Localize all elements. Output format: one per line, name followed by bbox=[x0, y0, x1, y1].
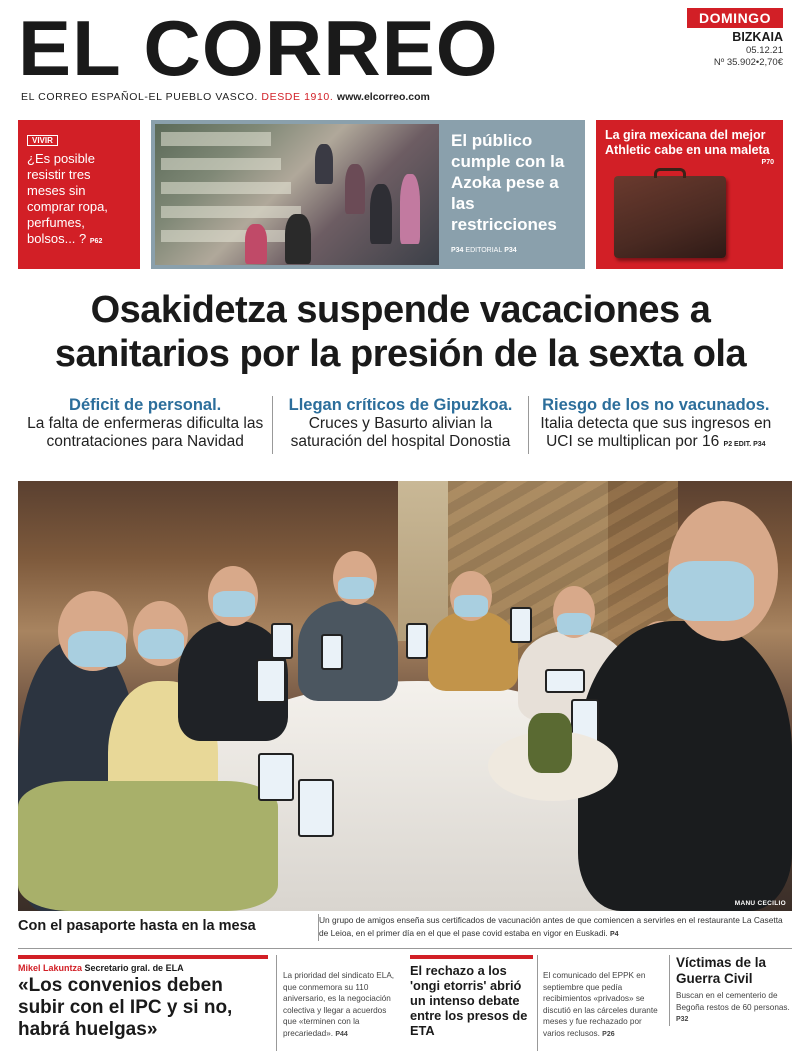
article-ongi-etorris[interactable] bbox=[410, 955, 533, 1038]
teaser-headline: El público cumple con la Azoka pese a las restricciones bbox=[451, 131, 565, 234]
subhead-body bbox=[535, 415, 777, 454]
article-body bbox=[676, 990, 792, 1026]
page-ref: P32 bbox=[676, 1016, 689, 1023]
subhead-body-text: Italia detecta que sus ingresos en UCI se multiplican por 16 bbox=[540, 415, 772, 450]
ela-summary[interactable] bbox=[283, 970, 401, 1040]
caption-text: Un grupo de amigos enseña sus certificados de vacunación antes de que comiencen a servirles en el restaurante La Casetta de Leioa, en el primer día en el que el pase covid estaba en vigor en Euskadi. bbox=[319, 915, 783, 938]
subheads bbox=[18, 396, 783, 454]
photo-credit: MANU CECILIO bbox=[734, 900, 786, 907]
teaser-azoka[interactable] bbox=[151, 120, 585, 269]
headline-line-2: sanitarios por la presión de la sexta ola bbox=[54, 333, 747, 375]
issue-date: 05.12.21 bbox=[746, 45, 783, 56]
page-ref: P2 EDIT. P34 bbox=[723, 441, 766, 448]
teaser-headline: La gira mexicana del mejor Athletic cabe en una maleta bbox=[605, 128, 770, 157]
subhead-title: Riesgo de los no vacunados. bbox=[542, 396, 770, 414]
editorial-label: EDITORIAL bbox=[465, 247, 503, 254]
edition-info bbox=[687, 8, 783, 68]
tagline-main: EL CORREO ESPAÑOL-EL PUEBLO VASCO. bbox=[21, 91, 258, 103]
subhead-body: Cruces y Basurto alivian la saturación del hospital Donostia bbox=[290, 415, 511, 450]
interview-kicker bbox=[18, 963, 268, 973]
section-tag: VIVIR bbox=[27, 135, 58, 146]
interviewee-name: Mikel Lakuntza bbox=[18, 963, 83, 973]
subhead-deficit[interactable] bbox=[18, 396, 272, 454]
teaser-athletic[interactable] bbox=[596, 120, 783, 269]
interviewee-role: Secretario gral. de ELA bbox=[84, 963, 184, 973]
page-ref: P4 bbox=[610, 931, 619, 938]
red-accent-bar bbox=[410, 955, 533, 959]
page-ref: P26 bbox=[602, 1030, 615, 1038]
page-ref bbox=[451, 247, 517, 254]
day-badge: DOMINGO bbox=[687, 8, 783, 28]
interview-headline: «Los convenios deben subir con el IPC y si no, habrá huelgas» bbox=[18, 975, 233, 1040]
page-ref: P70 bbox=[761, 159, 774, 166]
summary-text: El comunicado del EPPK en septiembre que pedía recibimientos «privados» se discutió en las cárceles durante meses y fue rechazado por varios reclusos. bbox=[543, 971, 658, 1038]
editorial-page: P34 bbox=[504, 247, 517, 254]
teaser-text-body: ¿Es posible resistir tres meses sin comprar ropa, perfumes, bolsos... ? bbox=[27, 151, 108, 246]
newspaper-logo[interactable]: EL CORREO bbox=[18, 4, 499, 92]
article-headline: Víctimas de la Guerra Civil bbox=[676, 955, 767, 986]
subhead-no-vacunados[interactable] bbox=[528, 396, 783, 454]
page-number: P34 bbox=[451, 247, 464, 254]
article-body-text: Buscan en el cementerio de Begoña restos de 60 personas. bbox=[676, 991, 790, 1012]
divider bbox=[537, 955, 538, 1051]
subhead-title: Llegan críticos de Gipuzkoa. bbox=[288, 396, 513, 414]
briefcase-image bbox=[614, 176, 726, 258]
photo-caption-body bbox=[318, 914, 792, 941]
masthead bbox=[18, 6, 783, 102]
eppk-summary[interactable] bbox=[543, 970, 660, 1040]
subhead-title: Déficit de personal. bbox=[69, 396, 222, 414]
tagline bbox=[21, 91, 430, 103]
page-ref: P44 bbox=[335, 1030, 348, 1038]
red-accent-bar bbox=[18, 955, 268, 959]
market-photo bbox=[155, 124, 439, 265]
main-photo[interactable] bbox=[18, 481, 792, 911]
divider bbox=[276, 955, 277, 1051]
interview-lakuntza[interactable] bbox=[18, 955, 268, 1041]
article-headline: El rechazo a los 'ongi etorris' abrió un intenso debate entre los presos de ETA bbox=[410, 963, 528, 1038]
website-link[interactable]: www.elcorreo.com bbox=[336, 91, 430, 103]
photo-caption-title[interactable]: Con el pasaporte hasta en la mesa bbox=[18, 918, 256, 934]
article-victimas[interactable] bbox=[669, 955, 792, 1026]
divider bbox=[18, 948, 792, 949]
page-ref: P62 bbox=[89, 238, 103, 245]
subhead-body: La falta de enfermeras dificulta las contrataciones para Navidad bbox=[27, 415, 264, 450]
tagline-since: DESDE 1910. bbox=[261, 91, 334, 103]
teaser-text bbox=[27, 151, 131, 250]
issue-number-price: Nº 35.902•2,70€ bbox=[713, 57, 783, 68]
teaser-vivir[interactable] bbox=[18, 120, 140, 269]
subhead-gipuzkoa[interactable] bbox=[272, 396, 527, 454]
summary-text: La prioridad del sindicato ELA, que conmemora su 110 aniversario, es la negociación colectiva y llegar a acuerdos que «terminen con la precariedad». bbox=[283, 971, 395, 1038]
region-label: BIZKAIA bbox=[732, 30, 783, 44]
headline-line-1: Osakidetza suspende vacaciones a bbox=[90, 289, 711, 331]
main-headline[interactable] bbox=[18, 288, 783, 376]
